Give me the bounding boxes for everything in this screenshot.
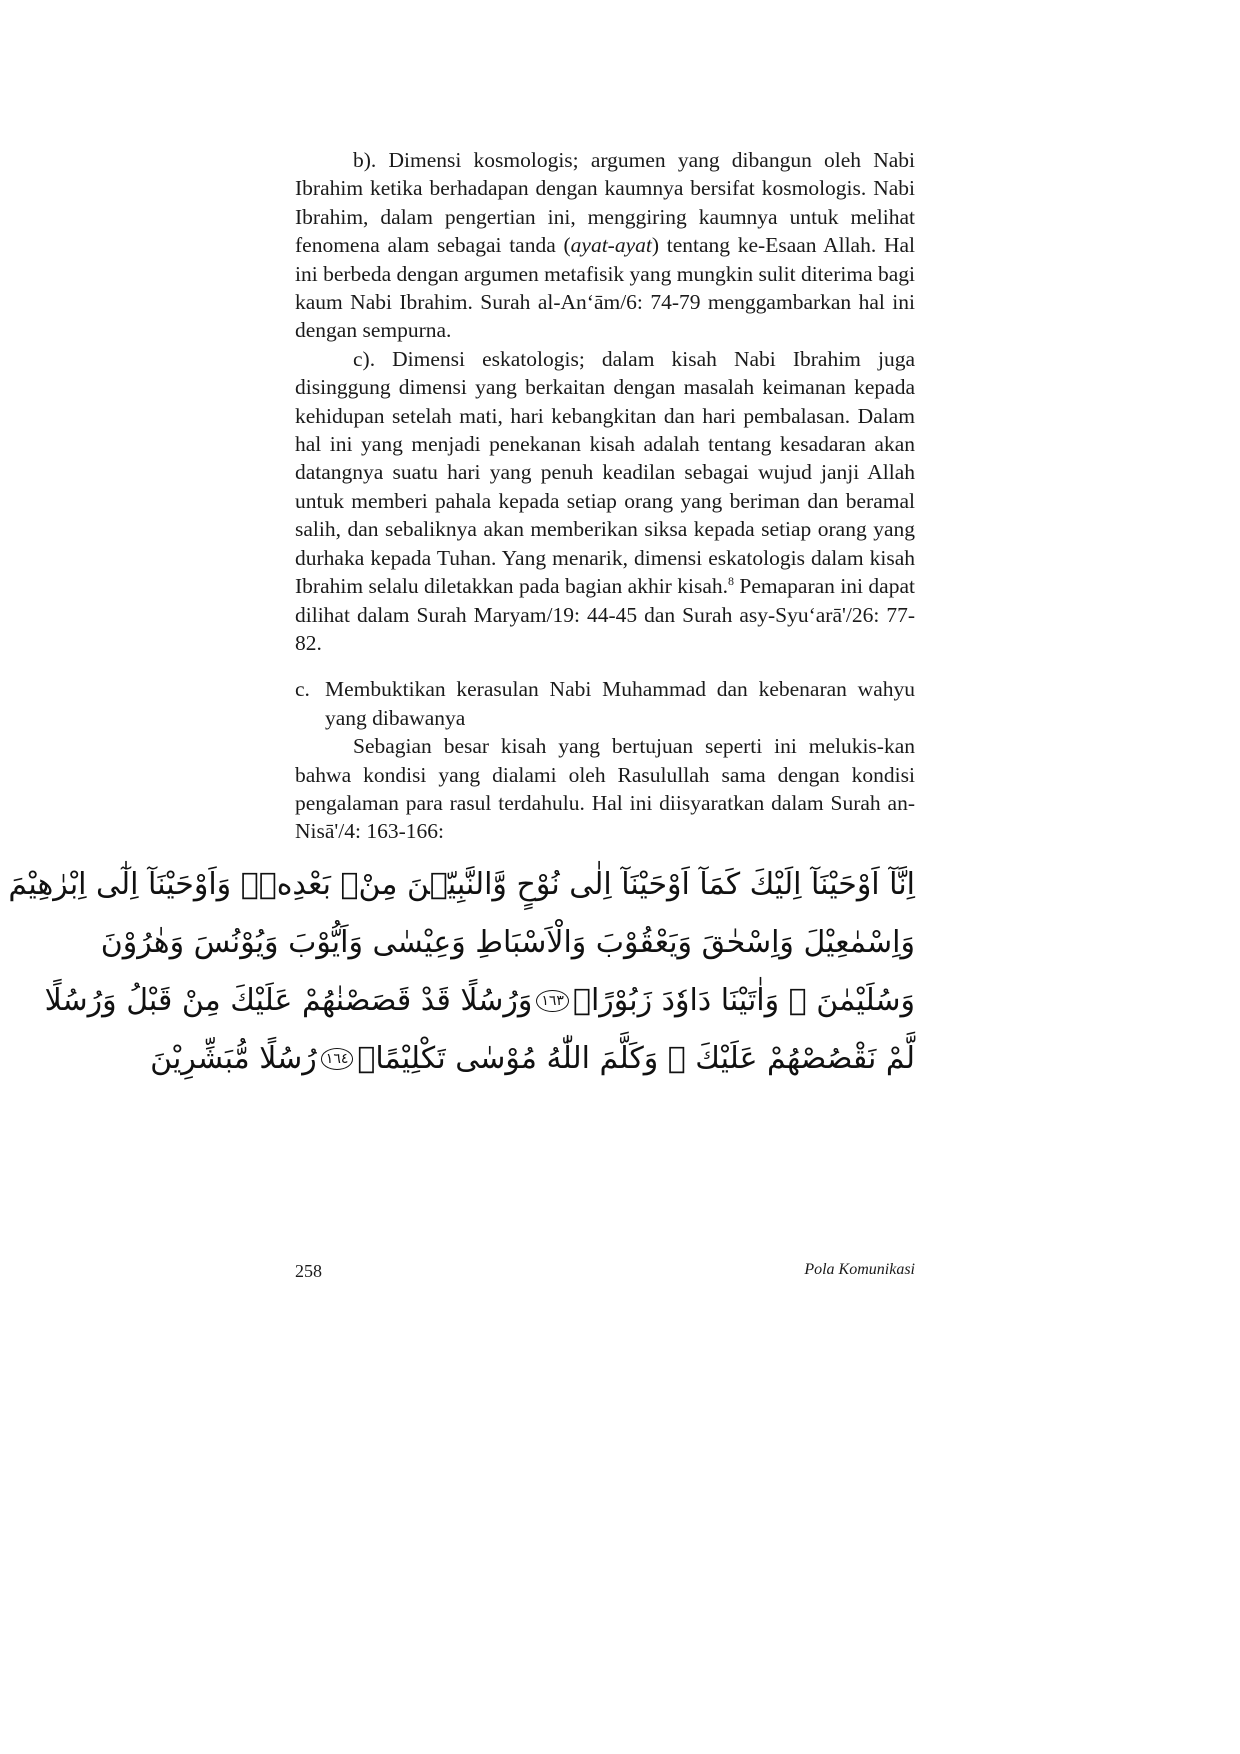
arabic-line-3 [44,972,915,1030]
ayah-number-164: ١٦٤ [321,1048,354,1070]
arabic-line-1: اِنَّآ اَوْحَيْنَآ اِلَيْكَ كَمَآ اَوْحَيْنَآ اِلٰى نُوْحٍ وَّالنَّبِيّٖنَ مِنْۢ بَعْدِهٖۚ وَاَوْحَيْنَآ اِلٰٓى اِبْرٰهِيْمَ [8,866,915,902]
section-heading-text: Membuktikan kerasulan Nabi Muhammad dan kebenaran wahyu yang dibawanya [325,677,915,730]
section-heading-c [295,675,915,732]
page-number: 258 [295,1261,322,1281]
section-label: c. [295,677,310,702]
footnote-marker: 8 [728,573,735,588]
paragraph-dimensi-eskatologis [295,345,915,657]
arabic-line-4-part-a: لَّمْ نَقْصُصْهُمْ عَلَيْكَ ۗ وَكَلَّمَ اللّٰهُ مُوْسٰى تَكْلِيْمًاۚ [357,1040,915,1076]
ayah-number-163: ١٦٣ [536,990,569,1012]
running-title: Pola Komunikasi [804,1261,915,1278]
paragraph-c-text-2: Pemaparan ini dapat dilihat dalam Surah Maryam/19: 44-45 dan Surah asy-Syu‘arā'/26: 77-82. [295,574,915,655]
paragraph-dimensi-kosmologis [295,146,915,345]
paragraph-b-italic: ayat-ayat [570,233,652,258]
paragraph-c-text-1: c). Dimensi eskatologis; dalam kisah Nabi Ibrahim juga disinggung dimensi yang berkaitan dengan masalah keimanan kepada kehidupan setelah mati, hari kebangkitan dan hari pembalasan. Dalam hal ini yang menjadi penekanan kisah adalah tentang kesadaran akan datangnya suatu hari yang penuh keadilan sebagai wujud janji Allah untuk memberi pahala kepada setiap orang yang beriman dan beramal salih, dan sebaliknya akan memberikan siksa kepada setiap orang yang durhaka kepada Tuhan. Yang menarik, dimensi eskatologis dalam kisah Ibrahim selalu diletakkan pada bagian akhir kisah. [295,346,915,599]
paragraph-b-text-1: b). Dimensi kosmologis; argumen yang dibangun oleh Nabi Ibrahim ketika berhadapan dengan kaumnya bersifat kosmologis. Nabi Ibrahim, dalam pengertian ini, menggiring kaumnya untuk melihat fenomena alam sebagai tanda ( [295,148,915,258]
arabic-line-3-part-a: وَسُلَيْمٰنَ ۚ وَاٰتَيْنَا دَاوٗدَ زَبُوْرًاۚ [572,982,915,1018]
paragraph-b-text-2: ) tentang ke-Esaan Allah. Hal ini berbeda dengan argumen metafisik yang mungkin sulit diterima bagi kaum Nabi Ibrahim. Surah al-An‘ām/6: 74-79 menggambarkan hal ini dengan sempurna. [295,233,916,343]
paragraph-sebagian-besar: Sebagian besar kisah yang bertujuan seperti ini melukis-kan bahwa kondisi yang dialami oleh Rasulullah sama dengan kondisi pengalaman para rasul terdahulu. Hal ini diisyaratkan dalam Surah an-Nisā'/4: 163-166: [295,734,915,844]
arabic-line-4 [150,1030,915,1088]
page-body [8,146,916,1088]
arabic-line-2: وَاِسْمٰعِيْلَ وَاِسْحٰقَ وَيَعْقُوْبَ وَالْاَسْبَاطِ وَعِيْسٰى وَاَيُّوْبَ وَيُوْنُسَ وَهٰرُوْنَ [100,924,915,960]
quran-verse-block [8,856,915,1088]
arabic-line-4-part-b: رُسُلًا مُّبَشِّرِيْنَ [150,1040,317,1076]
arabic-line-3-part-b: وَرُسُلًا قَدْ قَصَصْنٰهُمْ عَلَيْكَ مِنْ قَبْلُ وَرُسُلًا [44,982,533,1018]
